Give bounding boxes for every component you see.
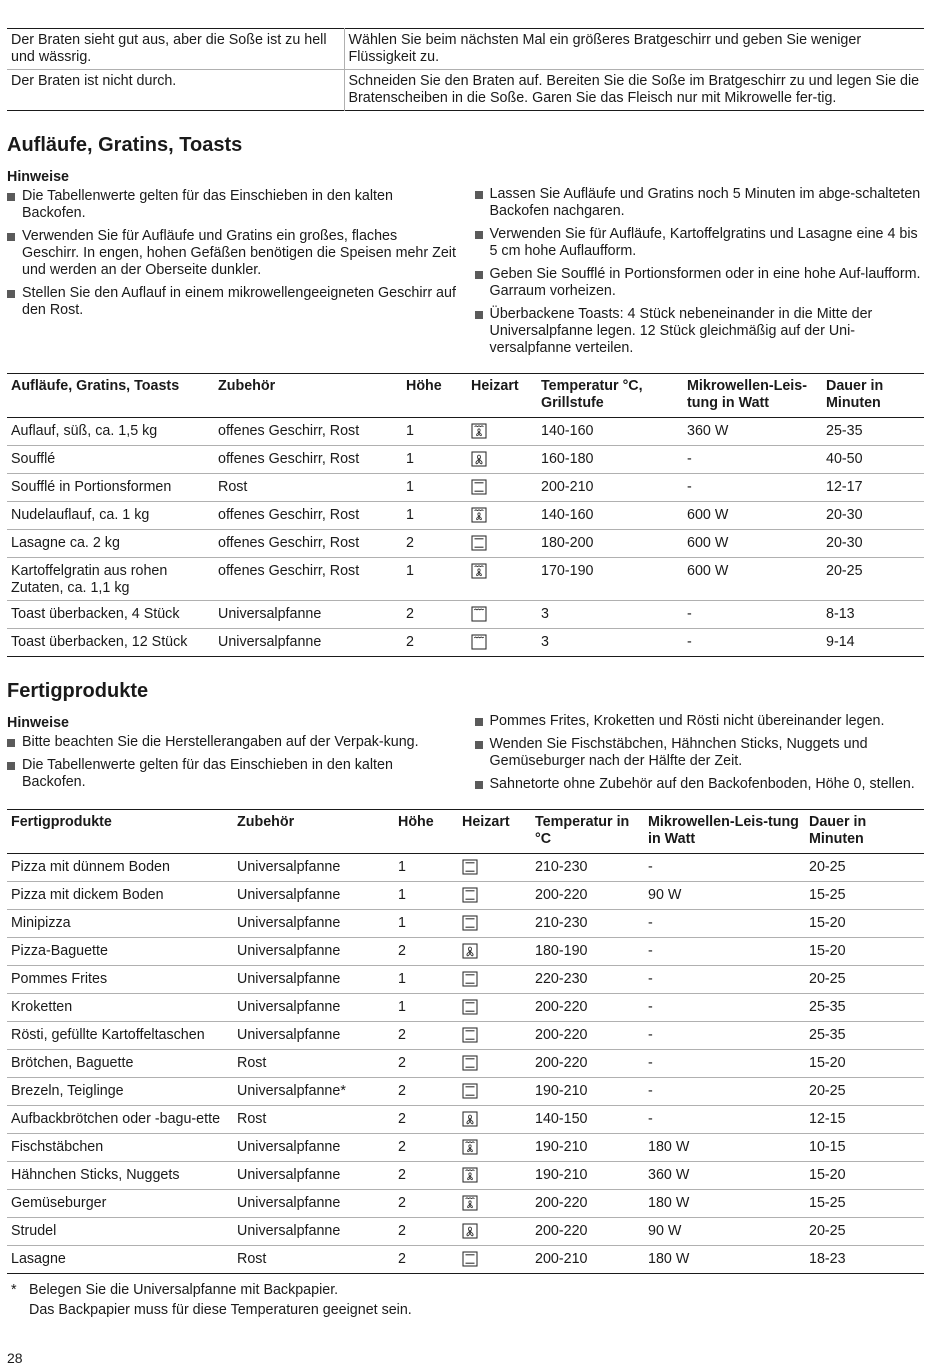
duration-cell: 15-20 <box>805 1162 924 1190</box>
temperature-cell: 140-160 <box>537 418 683 446</box>
accessory-cell: Rost <box>214 474 402 502</box>
col-header-temperature: Temperatur in °C <box>531 810 644 854</box>
hints-list-right <box>475 713 925 793</box>
temperature-cell: 190-210 <box>531 1078 644 1106</box>
col-header-microwave: Mikrowellen-Leis-tung in Watt <box>683 374 822 418</box>
table-row <box>7 530 924 558</box>
temperature-cell: 200-220 <box>531 994 644 1022</box>
accessory-cell: offenes Geschirr, Rost <box>214 418 402 446</box>
heating-cell <box>458 1218 531 1246</box>
table-row <box>7 1162 924 1190</box>
problem-cell: Der Braten ist nicht durch. <box>7 70 344 111</box>
duration-cell: 40-50 <box>822 446 924 474</box>
microwave-cell: - <box>683 474 822 502</box>
dish-cell: Kartoffelgratin aus rohen Zutaten, ca. 1,1 kg <box>7 558 214 601</box>
duration-cell: 25-35 <box>822 418 924 446</box>
temperature-cell: 200-220 <box>531 1022 644 1050</box>
temperature-cell: 210-230 <box>531 910 644 938</box>
hints-label: Hinweise <box>7 169 69 185</box>
heating-cell <box>458 966 531 994</box>
col-header-heating: Heizart <box>467 374 537 418</box>
dish-cell: Aufbackbrötchen oder -bagu-ette <box>7 1106 233 1134</box>
duration-cell: 15-25 <box>805 1190 924 1218</box>
list-item: Pommes Frites, Kroketten und Rösti nicht übereinander legen. <box>475 713 925 730</box>
level-cell: 2 <box>394 1050 458 1078</box>
table-row <box>7 910 924 938</box>
temperature-cell: 200-220 <box>531 1190 644 1218</box>
microwave-cell: - <box>644 938 805 966</box>
temperature-cell: 180-190 <box>531 938 644 966</box>
level-cell: 2 <box>394 1190 458 1218</box>
level-cell: 2 <box>402 601 467 629</box>
hot-air-icon <box>462 1223 478 1239</box>
heating-cell <box>467 502 537 530</box>
page-content <box>7 0 924 1320</box>
hot-air-grill-icon <box>471 563 487 579</box>
heating-cell <box>458 1078 531 1106</box>
heating-cell <box>467 629 537 657</box>
heating-cell <box>467 446 537 474</box>
fertigprodukte-table <box>7 809 924 1274</box>
level-cell: 1 <box>394 994 458 1022</box>
bullet-icon <box>475 311 483 319</box>
hot-air-icon <box>471 451 487 467</box>
table-row <box>7 558 924 601</box>
duration-cell: 20-25 <box>822 558 924 601</box>
temperature-cell: 200-220 <box>531 1218 644 1246</box>
problem-cell: Der Braten sieht gut aus, aber die Soße ist zu hell und wässrig. <box>7 29 344 70</box>
level-cell: 2 <box>406 634 414 650</box>
list-item: Die Tabellenwerte gelten für das Einschieben in den kalten Backofen. <box>7 757 457 791</box>
list-item: Lassen Sie Aufläufe und Gratins noch 5 Minuten im abge-schalteten Backofen nachgaren. <box>475 186 925 220</box>
temperature-cell: 140-160 <box>537 502 683 530</box>
duration-cell: 25-35 <box>805 1022 924 1050</box>
dish-cell: Hähnchen Sticks, Nuggets <box>7 1162 233 1190</box>
heating-cell <box>467 530 537 558</box>
accessory-cell: Universalpfanne <box>218 634 322 650</box>
bullet-icon <box>475 271 483 279</box>
dish-cell: Pizza mit dünnem Boden <box>7 854 233 882</box>
col-header-temperature: Temperatur °C, Grillstufe <box>537 374 683 418</box>
temperature-cell: 200-220 <box>531 882 644 910</box>
list-item: Verwenden Sie für Aufläufe und Gratins ein großes, flaches Geschirr. In engen, hohen Gefäßen benötigen die Speisen mehr Zeit und werden an der Oberseite dunkler. <box>7 228 457 279</box>
col-header-accessory: Zubehör <box>233 810 394 854</box>
hot-air-icon <box>462 1111 478 1127</box>
duration-cell: 12-15 <box>805 1106 924 1134</box>
table-row <box>7 854 924 882</box>
level-cell: 1 <box>394 854 458 882</box>
table-row <box>7 1190 924 1218</box>
accessory-cell: offenes Geschirr, Rost <box>214 530 402 558</box>
heating-cell <box>467 558 537 601</box>
footnote <box>7 1280 924 1320</box>
bullet-icon <box>7 739 15 747</box>
accessory-cell: Universalpfanne <box>233 938 394 966</box>
microwave-cell: 180 W <box>648 1251 690 1267</box>
bullet-icon <box>475 191 483 199</box>
col-header-dish: Aufläufe, Gratins, Toasts <box>7 374 214 418</box>
top-bottom-heat-icon <box>462 915 478 931</box>
accessory-cell: Universalpfanne <box>233 854 394 882</box>
table-row <box>7 502 924 530</box>
table-row <box>7 446 924 474</box>
top-bottom-heat-icon <box>462 1083 478 1099</box>
list-item: Geben Sie Soufflé in Portionsformen oder in eine hohe Auf-laufform. Garraum vorheizen. <box>475 266 925 300</box>
table-row <box>7 601 924 629</box>
list-item: Sahnetorte ohne Zubehör auf den Backofenboden, Höhe 0, stellen. <box>475 776 925 793</box>
duration-cell: 12-17 <box>822 474 924 502</box>
dish-cell: Pommes Frites <box>7 966 233 994</box>
duration-cell: 10-15 <box>805 1134 924 1162</box>
bullet-icon <box>475 718 483 726</box>
top-bottom-heat-icon <box>462 1251 478 1267</box>
top-bottom-heat-icon <box>471 535 487 551</box>
accessory-cell: Rost <box>237 1251 267 1267</box>
table-row <box>7 418 924 446</box>
accessory-cell: offenes Geschirr, Rost <box>214 502 402 530</box>
temperature-cell: 3 <box>537 601 683 629</box>
level-cell: 1 <box>402 502 467 530</box>
microwave-cell: - <box>644 910 805 938</box>
duration-cell: 9-14 <box>826 634 855 650</box>
level-cell: 2 <box>394 1022 458 1050</box>
microwave-cell: - <box>644 1078 805 1106</box>
accessory-cell: Universalpfanne <box>233 1162 394 1190</box>
microwave-cell: - <box>644 966 805 994</box>
page-number: 28 <box>7 1350 23 1366</box>
heating-cell <box>458 1106 531 1134</box>
col-header-microwave: Mikrowellen-Leis-tung in Watt <box>644 810 805 854</box>
top-bottom-heat-icon <box>462 999 478 1015</box>
heating-cell <box>458 1190 531 1218</box>
hot-air-grill-icon <box>462 1139 478 1155</box>
dish-cell: Gemüseburger <box>7 1190 233 1218</box>
list-item: Verwenden Sie für Aufläufe, Kartoffelgratins und Lasagne eine 4 bis 5 cm hohe Auflaufform. <box>475 226 925 260</box>
accessory-cell: Universalpfanne <box>233 910 394 938</box>
dish-cell: Strudel <box>7 1218 233 1246</box>
footnote-line-1: Belegen Sie die Universalpfanne mit Backpapier. <box>29 1282 339 1298</box>
heating-cell <box>458 854 531 882</box>
microwave-cell: 600 W <box>683 530 822 558</box>
duration-cell: 20-25 <box>805 854 924 882</box>
accessory-cell: Universalpfanne <box>233 1218 394 1246</box>
footnote-mark: * <box>11 1282 17 1298</box>
dish-cell: Toast überbacken, 4 Stück <box>7 601 214 629</box>
heating-cell <box>458 1050 531 1078</box>
table-row <box>7 1078 924 1106</box>
duration-cell: 15-25 <box>805 882 924 910</box>
hot-air-icon <box>462 943 478 959</box>
microwave-cell: - <box>644 854 805 882</box>
accessory-cell: Rost <box>233 1106 394 1134</box>
level-cell: 1 <box>402 446 467 474</box>
top-bottom-heat-icon <box>462 887 478 903</box>
heating-cell <box>458 910 531 938</box>
temperature-cell: 220-230 <box>531 966 644 994</box>
microwave-cell: 90 W <box>644 882 805 910</box>
microwave-cell: 360 W <box>683 418 822 446</box>
table-row <box>7 882 924 910</box>
table-row <box>7 938 924 966</box>
heating-cell <box>467 601 537 629</box>
heating-cell <box>458 882 531 910</box>
top-bottom-heat-icon <box>462 1027 478 1043</box>
temperature-cell: 160-180 <box>537 446 683 474</box>
hot-air-grill-icon <box>471 423 487 439</box>
col-header-level: Höhe <box>402 374 467 418</box>
list-item: Überbackene Toasts: 4 Stück nebeneinander in die Mitte der Universalpfanne legen. 12 Stück gleichmäßig auf der Uni-versalpfanne verteilen. <box>475 306 925 357</box>
heating-cell <box>458 938 531 966</box>
microwave-cell: - <box>644 1050 805 1078</box>
dish-cell: Minipizza <box>7 910 233 938</box>
accessory-cell: Universalpfanne <box>233 1190 394 1218</box>
section-title-gratins: Aufläufe, Gratins, Toasts <box>7 134 243 156</box>
accessory-cell: offenes Geschirr, Rost <box>214 558 402 601</box>
col-header-heating: Heizart <box>458 810 531 854</box>
microwave-cell: 90 W <box>644 1218 805 1246</box>
hints-gratins <box>7 163 924 363</box>
microwave-cell: 180 W <box>644 1134 805 1162</box>
microwave-cell: - <box>644 1106 805 1134</box>
dish-cell: Lasagne <box>11 1251 66 1267</box>
col-header-duration: Dauer in Minuten <box>805 810 924 854</box>
dish-cell: Rösti, gefüllte Kartoffeltaschen <box>7 1022 233 1050</box>
bullet-icon <box>7 233 15 241</box>
bullet-icon <box>475 741 483 749</box>
heating-cell <box>467 474 537 502</box>
hot-air-grill-icon <box>471 507 487 523</box>
table-row <box>7 629 924 657</box>
microwave-cell: - <box>683 446 822 474</box>
hints-fertigprodukte <box>7 709 924 799</box>
temperature-cell: 200-220 <box>531 1050 644 1078</box>
level-cell: 2 <box>394 1162 458 1190</box>
accessory-cell: Universalpfanne <box>233 994 394 1022</box>
grill-icon <box>471 634 487 650</box>
level-cell: 2 <box>394 1134 458 1162</box>
dish-cell: Brezeln, Teiglinge <box>7 1078 233 1106</box>
temperature-cell: 200-210 <box>535 1251 588 1267</box>
section-title-fertigprodukte: Fertigprodukte <box>7 680 149 702</box>
accessory-cell: Rost <box>233 1050 394 1078</box>
table-row <box>7 966 924 994</box>
troubleshooting-table <box>7 28 924 111</box>
dish-cell: Auflauf, süß, ca. 1,5 kg <box>7 418 214 446</box>
hints-list-left <box>7 734 457 791</box>
level-cell: 1 <box>402 558 467 601</box>
heating-cell <box>467 418 537 446</box>
bullet-icon <box>475 231 483 239</box>
top-bottom-heat-icon <box>462 1055 478 1071</box>
duration-cell: 8-13 <box>822 601 924 629</box>
duration-cell: 15-20 <box>805 938 924 966</box>
temperature-cell: 180-200 <box>537 530 683 558</box>
heating-cell <box>458 1022 531 1050</box>
table-row <box>7 1106 924 1134</box>
duration-cell: 20-25 <box>805 1218 924 1246</box>
level-cell: 2 <box>394 938 458 966</box>
dish-cell: Nudelauflauf, ca. 1 kg <box>7 502 214 530</box>
heating-cell <box>458 1162 531 1190</box>
level-cell: 2 <box>394 1106 458 1134</box>
dish-cell: Fischstäbchen <box>7 1134 233 1162</box>
col-header-level: Höhe <box>394 810 458 854</box>
duration-cell: 20-25 <box>805 966 924 994</box>
solution-cell: Wählen Sie beim nächsten Mal ein größeres Bratgeschirr und geben Sie weniger Flüssigkeit zu. <box>344 29 924 70</box>
accessory-cell: offenes Geschirr, Rost <box>214 446 402 474</box>
duration-cell: 20-25 <box>805 1078 924 1106</box>
table-row <box>7 994 924 1022</box>
table-row <box>7 1246 924 1274</box>
bullet-icon <box>7 193 15 201</box>
level-cell: 1 <box>402 418 467 446</box>
table-row <box>7 70 924 111</box>
solution-cell: Schneiden Sie den Braten auf. Bereiten Sie die Soße im Bratgeschirr zu und legen Sie die Bratenscheiben in die Soße. Garen Sie das Fleisch nur mit Mikrowelle fer-tig. <box>348 73 920 106</box>
temperature-cell: 200-210 <box>537 474 683 502</box>
hints-list-right <box>475 186 925 357</box>
accessory-cell: Universalpfanne <box>214 601 402 629</box>
microwave-cell: - <box>644 1022 805 1050</box>
list-item: Bitte beachten Sie die Herstellerangaben auf der Verpak-kung. <box>7 734 457 751</box>
dish-cell: Toast überbacken, 12 Stück <box>11 634 188 650</box>
bullet-icon <box>475 781 483 789</box>
table-row <box>7 1022 924 1050</box>
level-cell: 1 <box>394 882 458 910</box>
level-cell: 2 <box>394 1078 458 1106</box>
bullet-icon <box>7 290 15 298</box>
temperature-cell: 3 <box>541 634 549 650</box>
hot-air-grill-icon <box>462 1167 478 1183</box>
top-bottom-heat-icon <box>471 479 487 495</box>
dish-cell: Lasagne ca. 2 kg <box>7 530 214 558</box>
level-cell: 2 <box>394 1218 458 1246</box>
microwave-cell: 360 W <box>644 1162 805 1190</box>
hints-label: Hinweise <box>7 715 69 731</box>
col-header-dish: Fertigprodukte <box>7 810 233 854</box>
microwave-cell: 600 W <box>683 558 822 601</box>
accessory-cell: Universalpfanne <box>233 882 394 910</box>
accessory-cell: Universalpfanne* <box>233 1078 394 1106</box>
heating-cell <box>458 994 531 1022</box>
hints-list-left <box>7 188 457 319</box>
level-cell: 1 <box>394 910 458 938</box>
table-row <box>7 29 924 70</box>
col-header-accessory: Zubehör <box>214 374 402 418</box>
dish-cell: Soufflé in Portionsformen <box>7 474 214 502</box>
heating-cell <box>458 1246 531 1274</box>
top-bottom-heat-icon <box>462 971 478 987</box>
level-cell: 1 <box>394 966 458 994</box>
temperature-cell: 140-150 <box>531 1106 644 1134</box>
duration-cell: 20-30 <box>822 502 924 530</box>
duration-cell: 25-35 <box>805 994 924 1022</box>
table-row <box>7 1218 924 1246</box>
dish-cell: Kroketten <box>7 994 233 1022</box>
level-cell: 2 <box>402 530 467 558</box>
col-header-duration: Dauer in Minuten <box>822 374 924 418</box>
level-cell: 1 <box>402 474 467 502</box>
microwave-cell: 180 W <box>644 1190 805 1218</box>
microwave-cell: - <box>683 601 822 629</box>
temperature-cell: 190-210 <box>531 1162 644 1190</box>
table-row <box>7 474 924 502</box>
accessory-cell: Universalpfanne <box>233 966 394 994</box>
list-item: Stellen Sie den Auflauf in einem mikrowellengeeigneten Geschirr auf den Rost. <box>7 285 457 319</box>
table-row <box>7 1050 924 1078</box>
top-bottom-heat-icon <box>462 859 478 875</box>
grill-icon <box>471 606 487 622</box>
microwave-cell: - <box>687 634 692 650</box>
hot-air-grill-icon <box>462 1195 478 1211</box>
duration-cell: 15-20 <box>805 1050 924 1078</box>
gratins-table <box>7 373 924 657</box>
accessory-cell: Universalpfanne <box>233 1022 394 1050</box>
table-row <box>7 1134 924 1162</box>
dish-cell: Pizza-Baguette <box>7 938 233 966</box>
duration-cell: 20-30 <box>822 530 924 558</box>
bullet-icon <box>7 762 15 770</box>
list-item: Wenden Sie Fischstäbchen, Hähnchen Sticks, Nuggets und Gemüseburger nach der Hälfte der Zeit. <box>475 736 925 770</box>
heating-cell <box>458 1134 531 1162</box>
temperature-cell: 210-230 <box>531 854 644 882</box>
level-cell: 2 <box>398 1251 406 1267</box>
temperature-cell: 190-210 <box>531 1134 644 1162</box>
accessory-cell: Universalpfanne <box>233 1134 394 1162</box>
list-item: Die Tabellenwerte gelten für das Einschieben in den kalten Backofen. <box>7 188 457 222</box>
footnote-line-2: Das Backpapier muss für diese Temperaturen geeignet sein. <box>29 1302 412 1318</box>
dish-cell: Pizza mit dickem Boden <box>7 882 233 910</box>
dish-cell: Soufflé <box>7 446 214 474</box>
temperature-cell: 170-190 <box>537 558 683 601</box>
duration-cell: 18-23 <box>809 1251 846 1267</box>
microwave-cell: - <box>644 994 805 1022</box>
duration-cell: 15-20 <box>805 910 924 938</box>
dish-cell: Brötchen, Baguette <box>7 1050 233 1078</box>
microwave-cell: 600 W <box>683 502 822 530</box>
